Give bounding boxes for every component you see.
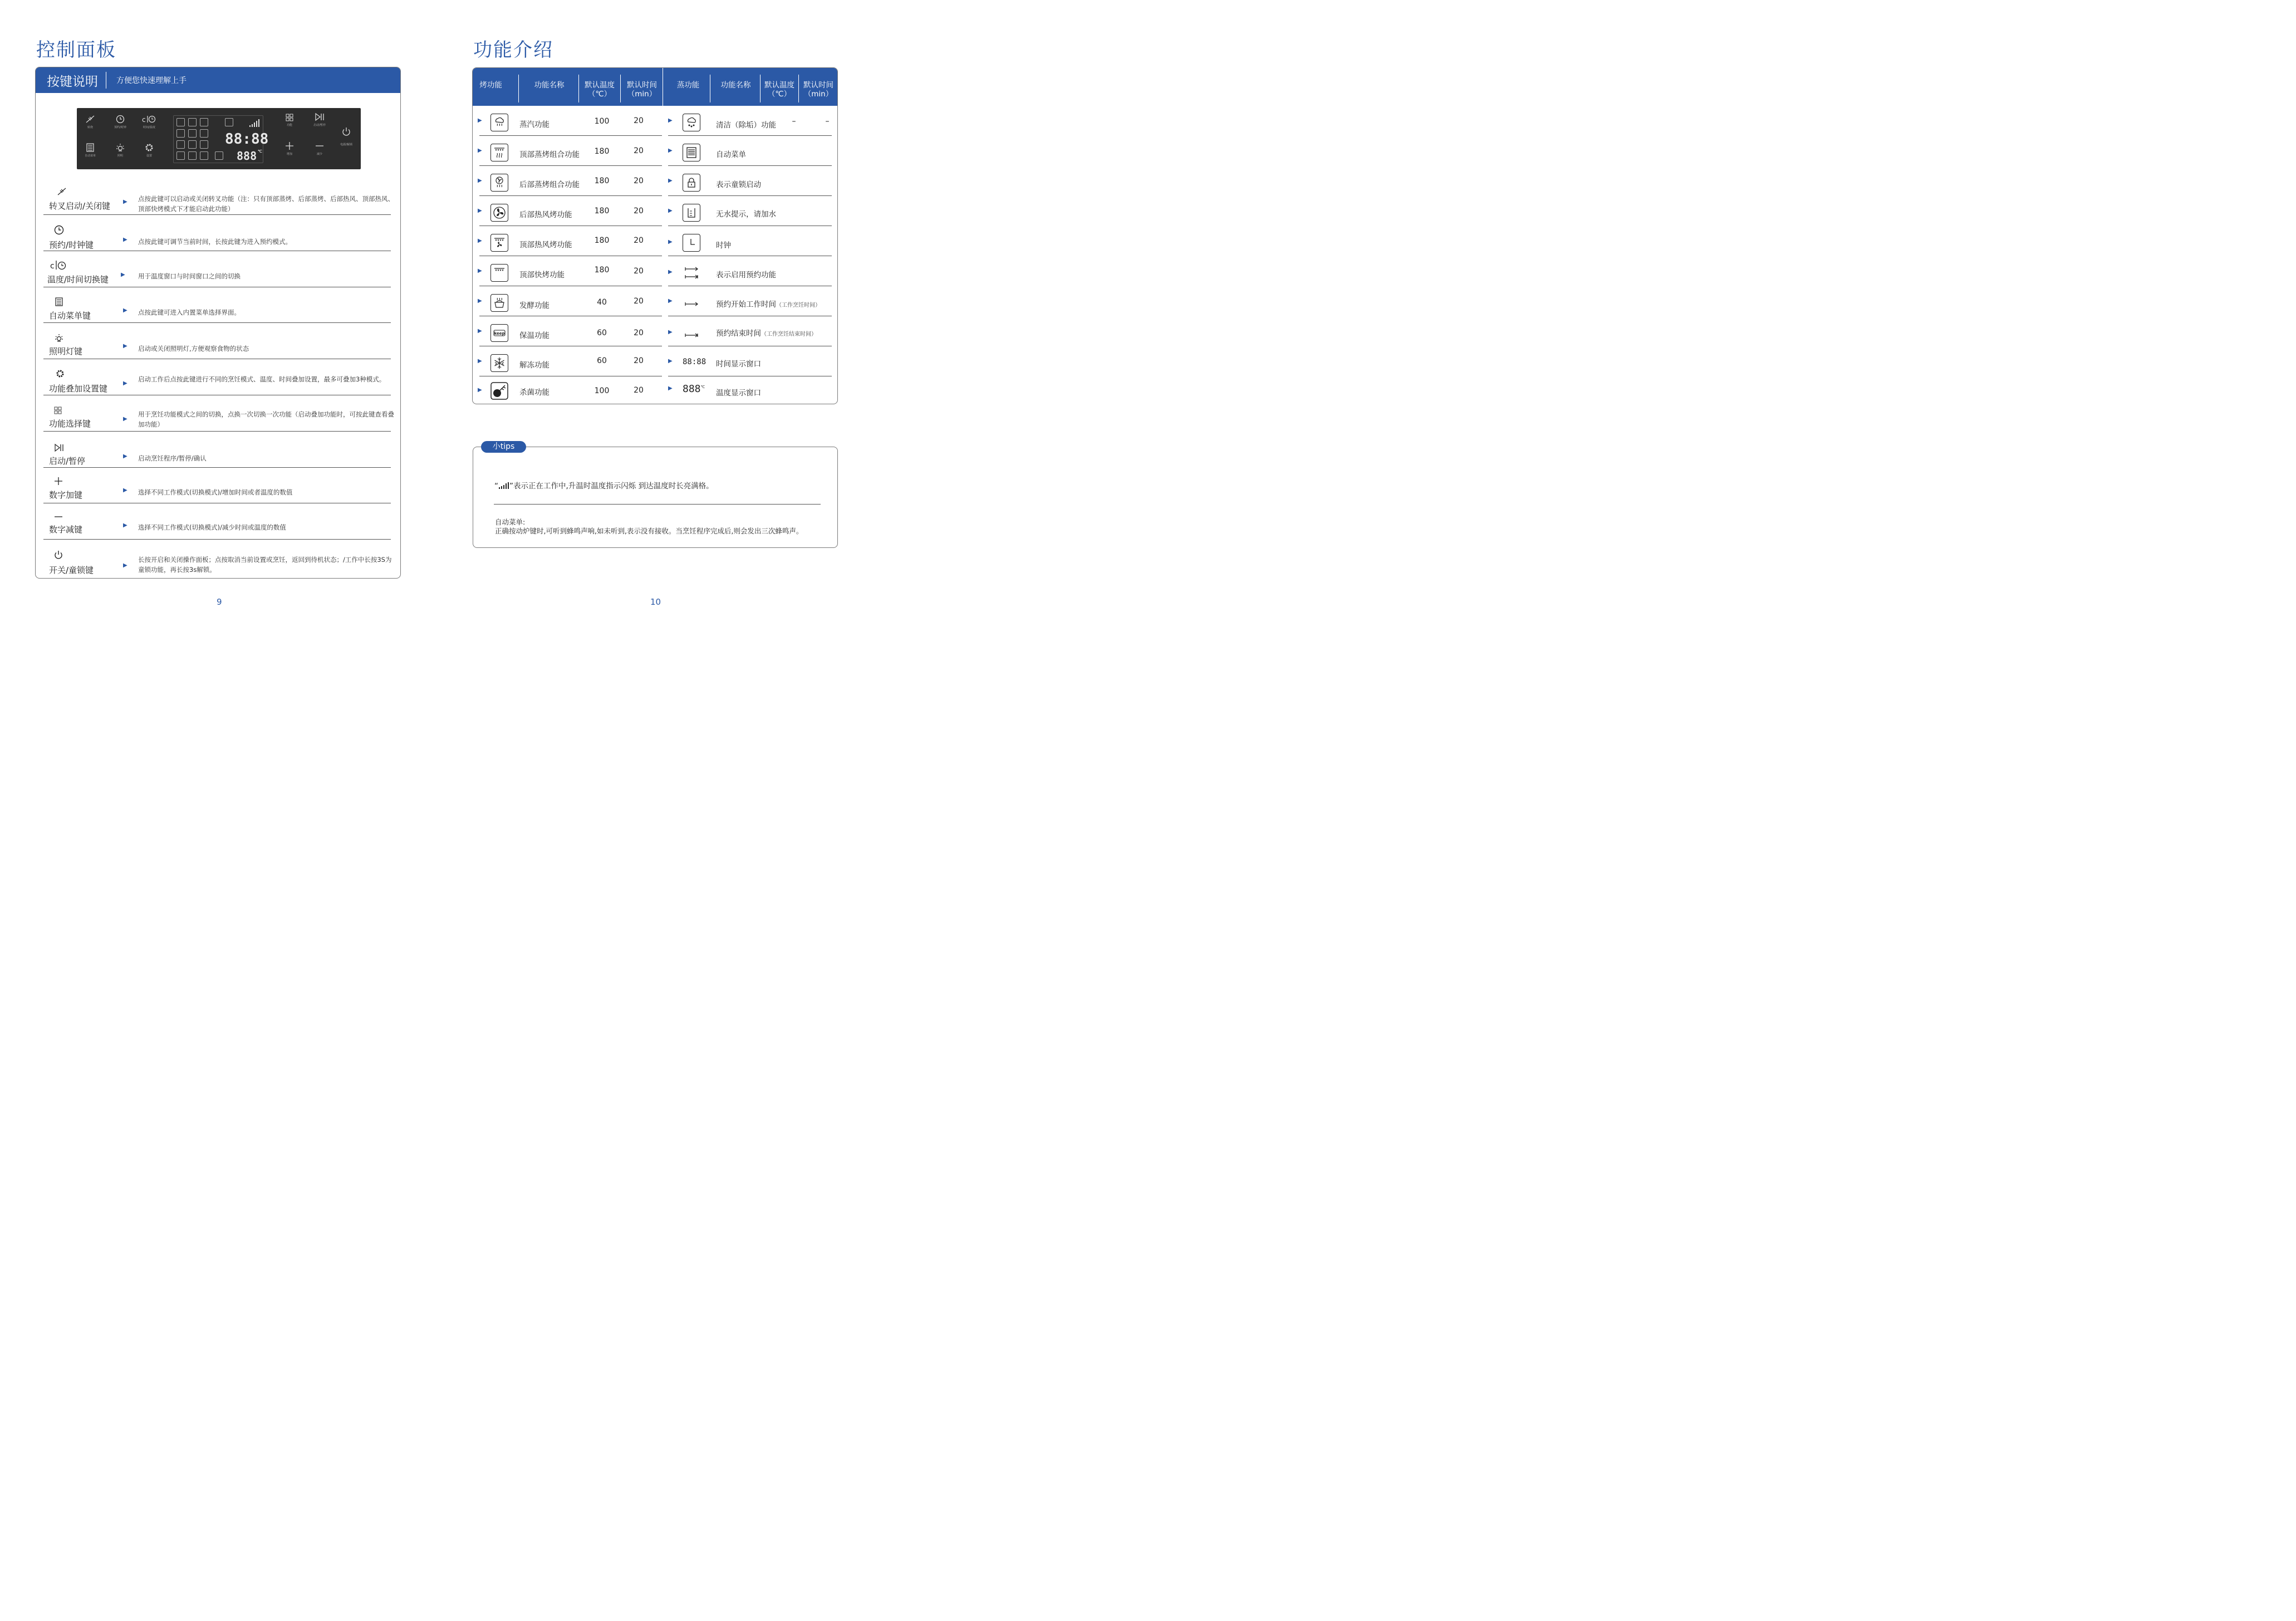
temp-time-label: 时间/温度 xyxy=(143,126,155,129)
bake-func-temp: 180 xyxy=(594,177,610,185)
top-quick-bake-icon xyxy=(490,264,508,282)
bake-func-time: 20 xyxy=(634,177,644,185)
key-desc: 长按开启和关闭操作面板；点按取消当前设置或烹饪，返回到待机状态；/工作中长按3S为童锁功能，再长按3s解锁。 xyxy=(138,556,392,574)
top-fan-icon xyxy=(490,234,508,252)
defrost-icon xyxy=(490,354,508,372)
key-row-plus xyxy=(43,468,391,503)
bake-func-temp: 40 xyxy=(597,298,607,307)
steam-func-name: 时钟 xyxy=(716,241,731,250)
arrow-icon: ▶ xyxy=(478,117,482,124)
display-menu-icon xyxy=(200,151,208,160)
key-row-rotisserie xyxy=(43,186,394,215)
light-button xyxy=(108,143,133,158)
key-desc: 点按此键可进入内置菜单选择界面。 xyxy=(138,308,241,316)
display-descale-icon xyxy=(188,151,197,160)
tips-auto-menu-text: 正确按动炉键时,可听到蜂鸣声响,如未听到,表示没有接收。当烹饪程序完成后,则会发出三次蜂鸣声。 xyxy=(495,527,803,535)
arrow-icon: ▶ xyxy=(123,562,127,569)
bake-func-time: 20 xyxy=(634,356,644,365)
sterilize-icon xyxy=(490,382,508,400)
steam-func-name: 表示童锁启动 xyxy=(716,180,761,189)
control-panel-illustration xyxy=(77,108,361,169)
display-steam-icon xyxy=(176,118,185,126)
bake-func-name: 顶部热风烤功能 xyxy=(519,241,572,249)
display-keep-icon xyxy=(188,140,197,149)
key-name: 照明灯键 xyxy=(49,346,83,356)
light-icon xyxy=(55,334,63,342)
steam-func-time: – xyxy=(825,117,830,126)
bake-func-time: 20 xyxy=(634,236,644,245)
bake-func-name: 保温功能 xyxy=(519,331,550,340)
key-name: 转叉启动/关闭键 xyxy=(49,201,111,211)
key-description-subtitle: 方便您快速理解上手 xyxy=(116,76,187,85)
th-steam-func: 蒸功能 xyxy=(676,81,700,90)
temp-segment-display: 888 xyxy=(237,149,257,163)
key-name: 功能叠加设置键 xyxy=(49,384,108,394)
th-func-name-2: 功能名称 xyxy=(720,81,751,90)
start-button xyxy=(307,112,332,127)
arrow-icon: ▶ xyxy=(478,148,482,154)
function-table xyxy=(472,67,838,404)
descale-icon xyxy=(683,114,700,131)
settings-label: 设置 xyxy=(146,154,152,158)
play-pause-icon xyxy=(54,443,64,452)
bake-func-temp: 100 xyxy=(594,117,610,126)
key-name: 数字加键 xyxy=(49,490,83,500)
bake-func-name: 解冻功能 xyxy=(519,361,550,370)
key-description-box xyxy=(35,67,401,579)
time-segment-display: 88:88 xyxy=(225,131,269,148)
bake-func-temp: 180 xyxy=(594,266,610,275)
key-row-menu xyxy=(43,287,391,323)
bake-func-temp: 180 xyxy=(594,236,610,245)
clock-icon xyxy=(116,115,125,124)
table-row xyxy=(473,136,838,166)
bake-func-time: 20 xyxy=(634,207,644,216)
bake-func-name: 后部蒸烤组合功能 xyxy=(519,180,580,189)
arrow-icon: ▶ xyxy=(123,380,127,386)
minus-label: 减少 xyxy=(316,153,322,156)
rotisserie-icon xyxy=(57,187,67,196)
key-description-header xyxy=(36,67,400,93)
arrow-icon: ▶ xyxy=(478,208,482,214)
arrow-icon: ▶ xyxy=(668,358,673,364)
auto-menu-icon xyxy=(683,144,700,161)
key-desc: 启动工作后点按此键进行不同的烹饪模式、温度、时间叠加设置，最多可叠加3种模式。 xyxy=(138,375,386,383)
display-sterilize-icon xyxy=(176,151,185,160)
signal-bars-icon xyxy=(249,119,261,128)
tips-signal-note: “ ”表示正在工作中,升温时温度指示闪烁 到达温度时长亮满格。 xyxy=(494,482,714,491)
key-name: 自动菜单键 xyxy=(49,311,91,321)
menu-button xyxy=(78,143,102,158)
power-icon xyxy=(341,127,351,137)
arrow-icon: ▶ xyxy=(123,237,127,243)
bake-func-temp: 60 xyxy=(597,356,607,365)
key-desc: 选择不同工作模式(切换模式)/增加时间或者温度的数值 xyxy=(138,488,293,496)
tips-badge: 小tips xyxy=(481,441,526,453)
key-list xyxy=(43,186,394,579)
table-row xyxy=(473,106,838,136)
display-top-fan-icon xyxy=(188,129,197,138)
func-button xyxy=(277,114,302,127)
steam-func-name: 自动菜单 xyxy=(716,150,746,159)
bake-func-temp: 60 xyxy=(597,329,607,337)
power-label: 电源/解锁 xyxy=(340,143,352,146)
minus-icon xyxy=(54,512,63,521)
arrow-icon: ▶ xyxy=(123,343,127,349)
plus-icon xyxy=(285,141,294,150)
page-title-left: 控制面板 xyxy=(36,39,116,61)
display-top-steam-icon xyxy=(188,118,197,126)
table-row xyxy=(473,346,838,376)
key-row-overlay-settings xyxy=(43,359,391,395)
arrow-icon: ▶ xyxy=(123,522,127,528)
key-desc: 启动或关闭照明灯,方便观察食物的状态 xyxy=(138,345,249,352)
key-desc: 用于温度窗口与时间窗口之间的切换 xyxy=(138,272,241,280)
svg-text:c: c xyxy=(50,262,55,270)
arrow-icon: ▶ xyxy=(123,416,127,422)
minus-button xyxy=(307,141,332,156)
arrow-icon: ▶ xyxy=(478,268,482,274)
steam-func-name: 预约结束时间（工作烹饪结束时间） xyxy=(716,329,817,338)
key-name: 预约/时钟键 xyxy=(49,240,94,250)
steam-func-name: 预约开始工作时间（工作烹饪时间） xyxy=(716,300,821,309)
tips-divider xyxy=(494,504,821,505)
gear-icon xyxy=(56,369,65,378)
bake-func-time: 20 xyxy=(634,116,644,125)
steam-func-name: 清洁（除垢）功能 xyxy=(716,121,776,130)
steam-func-name: 无水提示，请加水 xyxy=(716,210,776,219)
arrow-icon: ▶ xyxy=(478,387,482,393)
settings-button xyxy=(137,143,161,158)
clock-button xyxy=(108,115,133,129)
th-default-time-2: 默认时间 （min） xyxy=(803,81,833,99)
table-row xyxy=(473,166,838,196)
signal-bars-icon xyxy=(498,482,509,489)
arrow-icon: ▶ xyxy=(123,453,127,459)
display-ferment-icon xyxy=(176,140,185,149)
start-label: 启动/暂停 xyxy=(313,124,326,127)
clock-icon xyxy=(54,225,64,235)
bake-func-name: 顶部快烤功能 xyxy=(519,271,565,280)
menu-icon xyxy=(55,297,63,306)
arrow-icon: ▶ xyxy=(668,329,673,335)
arrow-icon: ▶ xyxy=(668,117,673,124)
steam-func-name: 时间显示窗口 xyxy=(716,360,761,369)
steam-icon xyxy=(490,114,508,131)
gear-icon xyxy=(145,143,154,152)
steam-func-name: 温度显示窗口 xyxy=(716,389,761,398)
minus-icon xyxy=(315,141,324,150)
svg-text:c: c xyxy=(142,116,146,124)
bake-func-temp: 180 xyxy=(594,207,610,216)
arrow-icon: ▶ xyxy=(668,385,673,391)
temp-time-switch-icon xyxy=(142,115,156,124)
key-desc: 启动烹饪程序/暂停/确认 xyxy=(138,454,207,462)
temp-segment-unit: ℃ xyxy=(258,149,262,154)
steam-func-name: 表示启用预约功能 xyxy=(716,271,776,280)
key-name: 数字减键 xyxy=(49,525,83,535)
page-title-right: 功能介绍 xyxy=(473,39,553,61)
keep-warm-icon xyxy=(490,324,508,342)
play-pause-icon xyxy=(315,112,325,121)
th-default-temp-2: 默认温度 （℃） xyxy=(764,81,794,99)
light-icon xyxy=(116,143,125,152)
display-clock-icon xyxy=(225,118,233,126)
func-grid-icon xyxy=(54,407,62,414)
display-rear-steam-icon xyxy=(200,118,208,126)
key-row-clock xyxy=(43,215,391,251)
key-desc: 点按此键可调节当前时间，长按此键为进入预约模式。 xyxy=(138,238,292,246)
temp-time-button xyxy=(137,115,161,129)
schedule-end-icon xyxy=(685,332,699,339)
bake-func-time: 20 xyxy=(634,267,644,276)
key-desc: 选择不同工作模式(切换模式)/减少时间或温度的数值 xyxy=(138,523,286,531)
arrow-icon: ▶ xyxy=(123,307,127,314)
rotisserie-button xyxy=(78,115,102,129)
arrow-icon: ▶ xyxy=(478,178,482,184)
power-icon xyxy=(53,550,63,560)
key-desc: 用于烹饪功能模式之间的切换，点换一次切换一次功能（启动叠加功能时，可按此键查看叠加功能） xyxy=(138,410,394,428)
plus-label: 增加 xyxy=(286,153,292,156)
arrow-icon: ▶ xyxy=(121,272,125,278)
arrow-icon: ▶ xyxy=(123,199,127,205)
th-func-name: 功能名称 xyxy=(534,81,565,90)
th-default-time: 默认时间 （min） xyxy=(627,81,657,99)
arrow-icon: ▶ xyxy=(668,208,673,214)
child-lock-icon xyxy=(683,174,700,192)
ferment-icon xyxy=(490,294,508,312)
no-water-icon xyxy=(683,204,700,222)
plus-button xyxy=(277,141,302,156)
time-display-icon: 88:88 xyxy=(683,357,707,366)
menu-icon xyxy=(86,143,94,152)
bake-func-name: 蒸汽功能 xyxy=(519,120,550,129)
plus-icon xyxy=(54,477,63,486)
key-row-func-select xyxy=(43,395,394,432)
arrow-icon: ▶ xyxy=(668,148,673,154)
bake-func-name: 顶部蒸烤组合功能 xyxy=(519,150,580,159)
bake-func-time: 20 xyxy=(634,297,644,306)
key-name: 温度/时间切换键 xyxy=(47,275,109,285)
panel-display xyxy=(173,115,269,163)
key-row-power-lock xyxy=(43,540,391,579)
key-row-minus xyxy=(43,503,391,540)
page-number-left: 9 xyxy=(217,597,222,607)
bake-func-time: 20 xyxy=(634,146,644,155)
arrow-icon: ▶ xyxy=(478,298,482,304)
arrow-icon: ▶ xyxy=(478,238,482,244)
function-table-header xyxy=(473,68,837,106)
arrow-icon: ▶ xyxy=(668,239,673,245)
key-name: 启动/暂停 xyxy=(49,456,86,466)
arrow-icon: ▶ xyxy=(478,328,482,334)
clock-label: 预约/时钟 xyxy=(114,126,126,129)
th-bake-func: 烤功能 xyxy=(479,81,502,90)
key-row-light xyxy=(43,323,391,359)
bake-func-temp: 180 xyxy=(594,147,610,156)
table-row xyxy=(473,316,838,346)
display-lock-icon xyxy=(215,151,223,160)
table-row xyxy=(473,256,838,286)
schedule-start-icon xyxy=(685,301,699,307)
top-steam-bake-icon xyxy=(490,144,508,161)
arrow-icon: ▶ xyxy=(668,178,673,184)
key-row-start-pause xyxy=(43,432,391,468)
table-row xyxy=(473,226,838,256)
rear-fan-icon xyxy=(490,204,508,222)
temp-time-switch-icon xyxy=(50,260,67,270)
bake-func-name: 杀菌功能 xyxy=(519,388,550,397)
clock-icon xyxy=(683,234,700,252)
display-rear-fan-icon xyxy=(176,129,185,138)
th-default-temp: 默认温度 （℃） xyxy=(585,81,615,99)
rotisserie-icon xyxy=(85,115,95,124)
key-desc: 点按此键可以启动或关闭转叉功能（注：只有顶部蒸烤、后部蒸烤、后部热风、顶部热风、顶部快烤模式下才能启动此功能） xyxy=(138,195,394,213)
bake-func-name: 后部热风烤功能 xyxy=(519,210,572,219)
light-label: 照明 xyxy=(117,154,123,158)
bake-func-temp: 100 xyxy=(594,386,610,395)
power-button xyxy=(334,127,359,146)
bake-func-time: 20 xyxy=(634,386,644,395)
temp-display-icon: 888℃ xyxy=(683,383,705,395)
tips-auto-menu-label: 自动菜单: xyxy=(495,518,526,526)
key-description-title: 按键说明 xyxy=(47,74,98,89)
schedule-icon xyxy=(685,264,699,282)
table-row xyxy=(473,196,838,226)
func-label: 功能 xyxy=(286,124,292,127)
arrow-icon: ▶ xyxy=(123,487,127,493)
table-row xyxy=(473,286,838,316)
bake-func-name: 发酵功能 xyxy=(519,301,550,310)
table-row xyxy=(473,376,838,404)
rotisserie-label: 转烧 xyxy=(87,126,93,129)
menu-label: 自动菜单 xyxy=(84,154,96,158)
page-number-right: 10 xyxy=(650,597,661,607)
arrow-icon: ▶ xyxy=(668,298,673,304)
svg-text:keep: keep xyxy=(494,331,505,336)
rear-steam-bake-icon xyxy=(490,174,508,192)
bake-func-time: 20 xyxy=(634,329,644,337)
key-name: 功能选择键 xyxy=(49,419,91,429)
steam-func-temp: – xyxy=(792,117,796,126)
key-name: 开关/童锁键 xyxy=(49,565,94,575)
display-defrost-icon xyxy=(200,140,208,149)
key-row-temp-time xyxy=(43,251,391,287)
arrow-icon: ▶ xyxy=(668,269,673,275)
display-quick-bake-icon xyxy=(200,129,208,138)
arrow-icon: ▶ xyxy=(478,358,482,364)
func-grid-icon xyxy=(286,114,293,121)
